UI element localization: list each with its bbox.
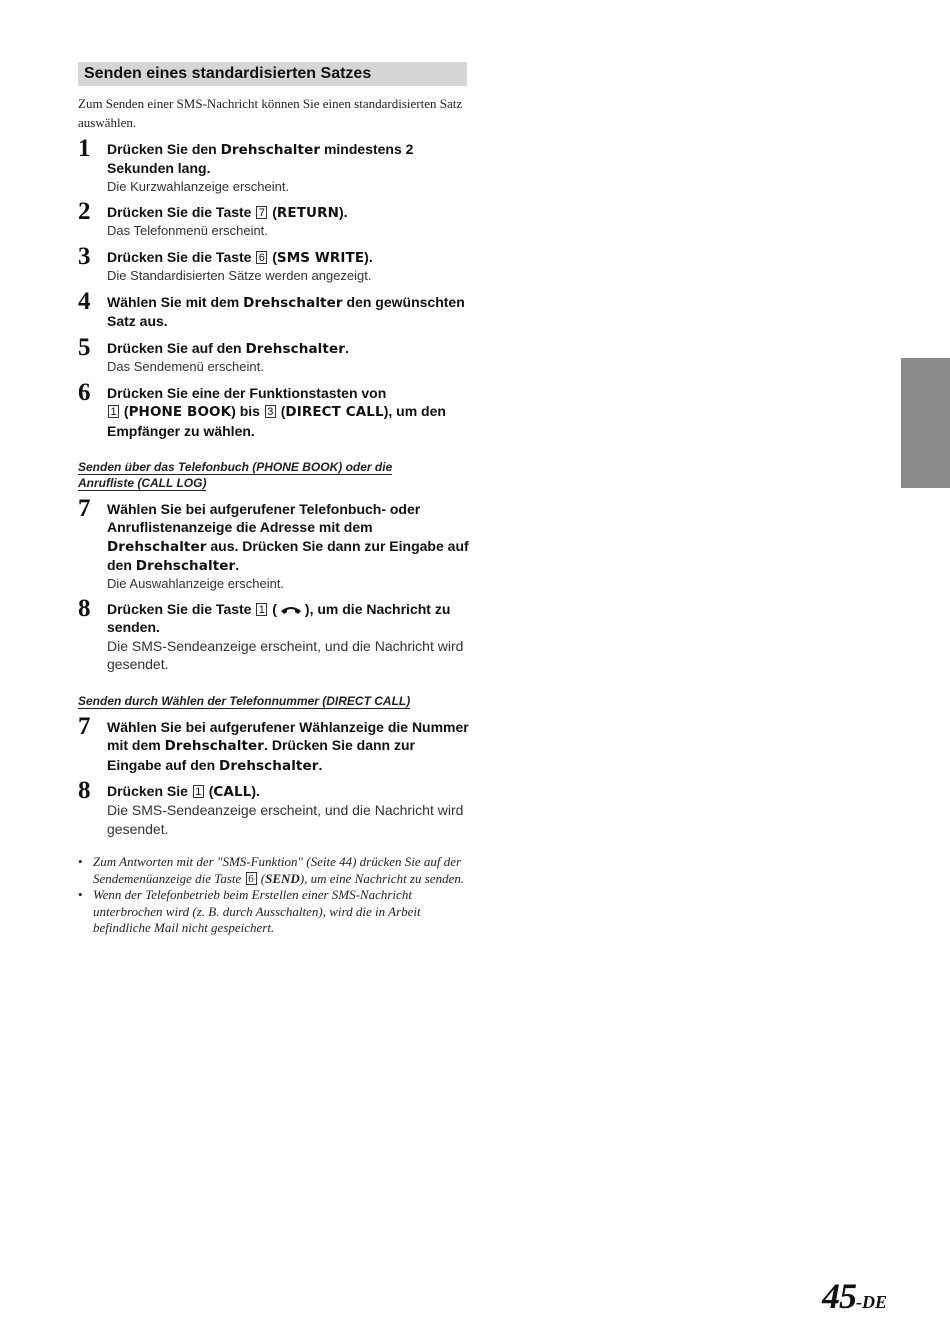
- step-number: 8: [78, 595, 91, 622]
- step-instruction: Drücken Sie die Taste 7 (RETURN).: [107, 204, 348, 221]
- step-instruction: Drücken Sie auf den Drehschalter.: [107, 340, 349, 357]
- step-1: [78, 135, 473, 196]
- intro-text: Zum Senden einer SMS-Nachricht können Sie einen standardisierten Satz auswählen.: [78, 96, 463, 130]
- step-number: 1: [78, 135, 91, 162]
- notes-list: [78, 854, 470, 937]
- step-result: Die Standardisierten Sätze werden angezeigt.: [107, 268, 372, 284]
- section-title: Senden eines standardisierten Satzes: [78, 62, 467, 86]
- key-1-icon: 1: [256, 603, 267, 616]
- step-instruction: Wählen Sie bei aufgerufener Telefonbuch- oder Anruflistenanzeige die Adresse mit dem Drehschalter aus. Drücken Sie dann zur Eingabe auf den Drehschalter.: [107, 501, 469, 574]
- step-8-phonebook: [78, 595, 473, 673]
- step-5: [78, 334, 473, 377]
- step-number: 7: [78, 495, 91, 522]
- step-7-phonebook: [78, 495, 473, 593]
- step-number: 8: [78, 777, 91, 804]
- key-1-icon: 1: [193, 785, 204, 798]
- phone-handset-icon: [280, 604, 302, 616]
- key-7-icon: 7: [256, 206, 267, 219]
- step-result: Das Telefonmenü erscheint.: [107, 223, 268, 239]
- step-result: Das Sendemenü erscheint.: [107, 359, 264, 375]
- step-number: 6: [78, 379, 91, 406]
- step-3: [78, 243, 473, 286]
- step-number: 3: [78, 243, 91, 270]
- step-8-direct-call: [78, 777, 473, 838]
- step-result: Die SMS-Sendeanzeige erscheint, und die Nachricht wird gesendet.: [107, 802, 464, 837]
- step-number: 7: [78, 713, 91, 740]
- note-item: • Wenn der Telefonbetrieb beim Erstellen einer SMS-Nachricht unterbrochen wird (z. B. durch Ausschalten), wird die in Arbeit befindliche Mail nicht gespeichert.: [78, 887, 470, 937]
- step-instruction: Wählen Sie bei aufgerufener Wählanzeige die Nummer mit dem Drehschalter. Drücken Sie dann zur Eingabe auf den Drehschalter.: [107, 719, 469, 774]
- step-4: [78, 288, 473, 331]
- step-2: [78, 198, 473, 241]
- key-6-icon: 6: [256, 251, 267, 264]
- note-item: • Zum Antworten mit der "SMS-Funktion" (Seite 44) drücken Sie auf der Sendemenüanzeige die Taste 6 (SEND), um eine Nachricht zu senden.: [78, 854, 470, 887]
- step-number: 5: [78, 334, 91, 361]
- key-3-icon: 3: [265, 405, 276, 418]
- step-instruction: Drücken Sie 1 (CALL).: [107, 783, 260, 800]
- step-number: 2: [78, 198, 91, 225]
- step-result: Die Kurzwahlanzeige erscheint.: [107, 178, 290, 194]
- step-instruction: Drücken Sie die Taste 1 ( ), um die Nachricht zu senden.: [107, 601, 451, 636]
- chapter-tab: [901, 358, 950, 488]
- step-instruction: Drücken Sie den Drehschalter mindestens 2 Sekunden lang.: [107, 141, 414, 177]
- key-1-icon: 1: [108, 405, 119, 418]
- step-6: [78, 379, 473, 440]
- step-instruction: Wählen Sie mit dem Drehschalter den gewünschten Satz aus.: [107, 294, 465, 330]
- subheading-phonebook: Senden über das Telefonbuch (PHONE BOOK) oder die Anrufliste (CALL LOG): [78, 460, 393, 490]
- step-instruction: Drücken Sie eine der Funktionstasten von 1 (PHONE BOOK) bis 3 (DIRECT CALL), um den Empfänger zu wählen.: [107, 385, 446, 439]
- step-instruction: Drücken Sie die Taste 6 (SMS WRITE).: [107, 249, 373, 266]
- step-number: 4: [78, 288, 91, 315]
- subheading-direct-call: Senden durch Wählen der Telefonnummer (DIRECT CALL): [78, 694, 411, 708]
- step-7-direct-call: [78, 713, 473, 775]
- page-number: 45-DE: [822, 1276, 887, 1316]
- step-result: Die SMS-Sendeanzeige erscheint, und die Nachricht wird gesendet.: [107, 637, 464, 672]
- key-6-icon: 6: [246, 872, 257, 885]
- step-result: Die Auswahlanzeige erscheint.: [107, 576, 285, 592]
